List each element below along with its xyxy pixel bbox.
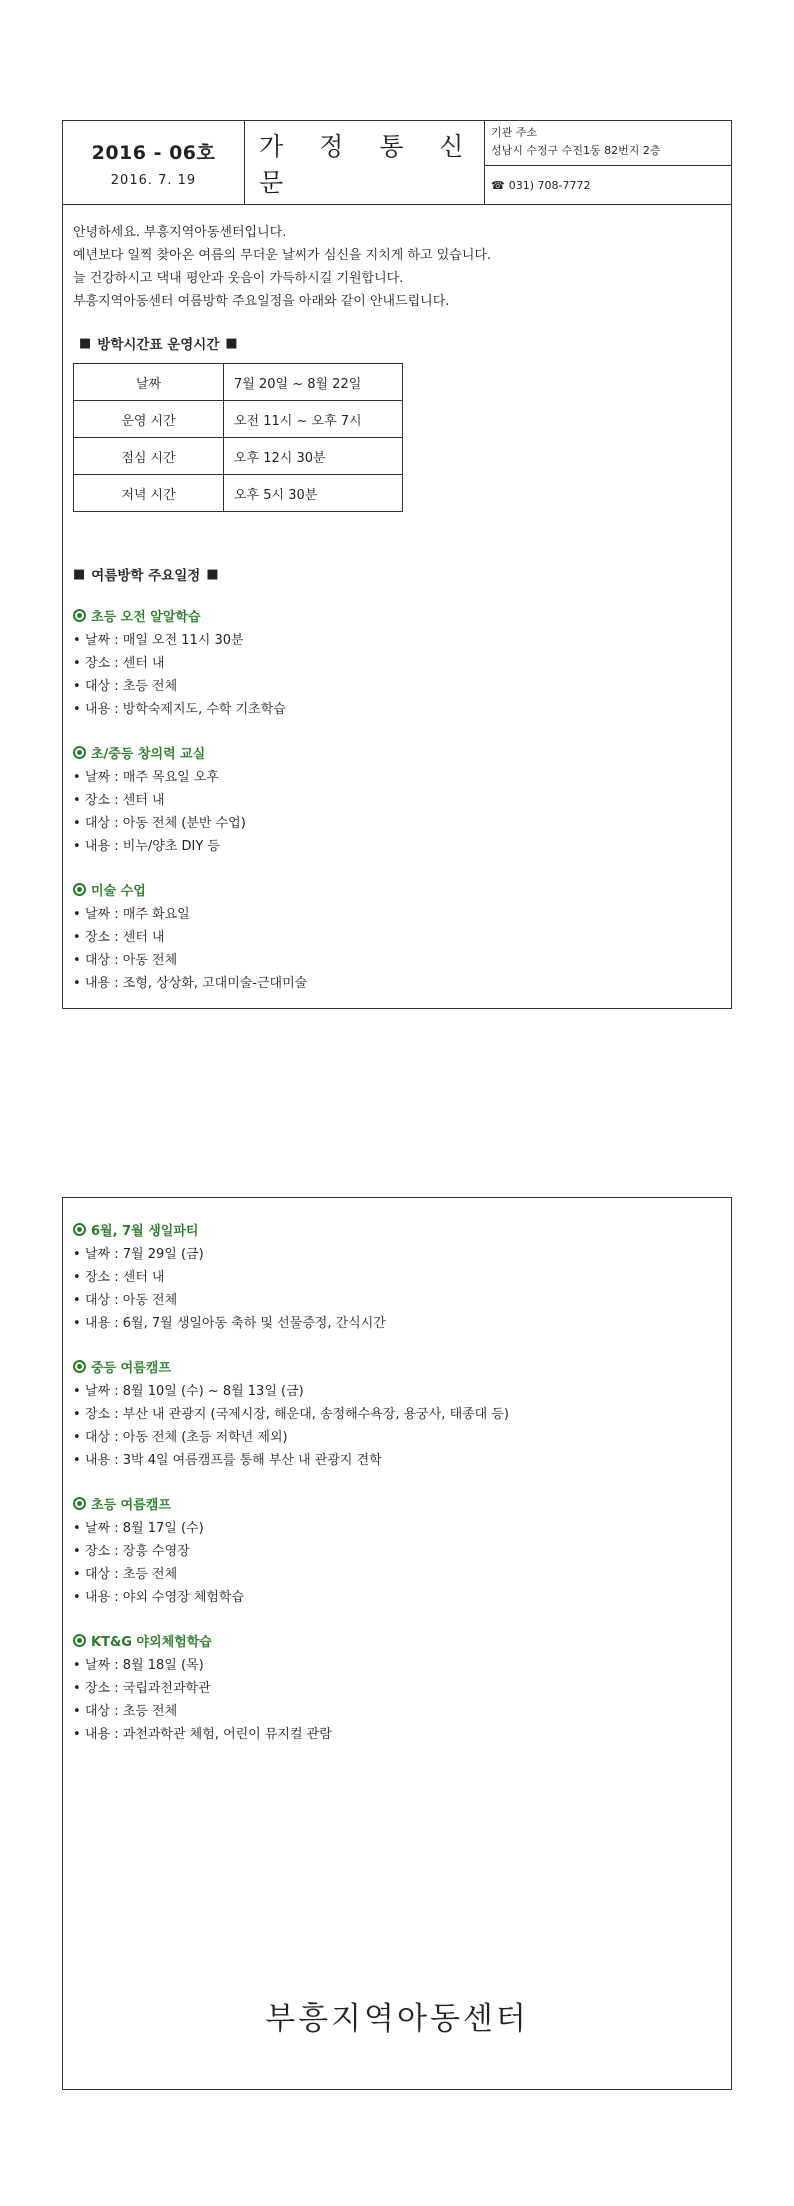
schedule-section-title [73, 333, 721, 353]
event-line-text: 대상 : 아동 전체 [85, 1293, 178, 1308]
newsletter-title: 가 정 통 신 문 [245, 121, 485, 204]
event-line [73, 926, 721, 949]
bullet-icon: • [73, 1681, 81, 1696]
event-line [73, 1380, 721, 1403]
row-value: 오후 5시 30분 [224, 475, 403, 512]
event-line [73, 1586, 721, 1609]
phone-box [485, 166, 731, 204]
event-line [73, 1312, 721, 1335]
event-title-text: 미술 수업 [91, 884, 146, 899]
bullet-icon: • [73, 1704, 81, 1719]
event-line-text: 대상 : 아동 전체 (분반 수업) [85, 816, 246, 831]
bullseye-icon [73, 1497, 86, 1510]
event-line [73, 629, 721, 652]
event-title-text: KT&G 야외체험학습 [91, 1635, 212, 1650]
table-row [74, 364, 403, 401]
event-line [73, 1449, 721, 1472]
event-line [73, 835, 721, 858]
bullet-icon: • [73, 930, 81, 945]
event-line [73, 1700, 721, 1723]
event-line [73, 1563, 721, 1586]
newsletter-body [63, 1198, 731, 1746]
event-line [73, 972, 721, 995]
event-title [73, 1494, 721, 1513]
bullseye-icon [73, 1223, 86, 1236]
events-title-text: 여름방학 주요일정 [91, 568, 201, 584]
bullet-icon: • [73, 702, 81, 717]
address-box [485, 121, 731, 166]
bullet-icon: • [73, 770, 81, 785]
event-title [73, 743, 721, 762]
event-line-text: 내용 : 방학숙제지도, 수학 기초학습 [85, 702, 286, 717]
event-line-text: 대상 : 아동 전체 [85, 953, 178, 968]
event-line-text: 내용 : 3박 4일 여름캠프를 통해 부산 내 관광지 견학 [85, 1453, 382, 1468]
event-line [73, 1266, 721, 1289]
event-line-text: 내용 : 조형, 상상화, 고대미술-근대미술 [85, 976, 308, 991]
issue-box [63, 121, 245, 204]
event-block [73, 880, 721, 995]
event-line-text: 대상 : 초등 전체 [85, 1567, 178, 1582]
bullet-icon: • [73, 953, 81, 968]
event-block [73, 743, 721, 858]
event-line [73, 812, 721, 835]
bullet-icon: • [73, 839, 81, 854]
square-icon: ■ [206, 566, 219, 582]
bullet-icon: • [73, 1521, 81, 1536]
event-line [73, 903, 721, 926]
event-line-text: 날짜 : 매주 화요일 [85, 907, 190, 922]
bullet-icon: • [73, 679, 81, 694]
address-label: 기관 주소 [491, 126, 538, 139]
bullseye-icon [73, 609, 86, 622]
event-title [73, 1631, 721, 1650]
event-line [73, 789, 721, 812]
event-line [73, 675, 721, 698]
event-line-text: 내용 : 비누/양초 DIY 등 [85, 839, 220, 854]
bullet-icon: • [73, 816, 81, 831]
event-line-text: 날짜 : 매일 오전 11시 30분 [85, 633, 244, 648]
event-line [73, 1723, 721, 1746]
square-icon: ■ [79, 335, 92, 351]
phone-number: 031) 708-7772 [508, 178, 591, 192]
event-line-text: 내용 : 야외 수영장 체험학습 [85, 1590, 245, 1605]
table-row [74, 401, 403, 438]
intro-text [73, 221, 721, 313]
row-label: 날짜 [74, 364, 224, 401]
bullet-icon: • [73, 1430, 81, 1445]
event-line-text: 장소 : 국립과천과학관 [85, 1681, 211, 1696]
event-line [73, 1426, 721, 1449]
bullet-icon: • [73, 1384, 81, 1399]
event-line-text: 날짜 : 8월 10일 (수) ~ 8월 13일 (금) [85, 1384, 304, 1399]
event-line [73, 766, 721, 789]
bullseye-icon [73, 883, 86, 896]
event-block [73, 1357, 721, 1472]
event-block [73, 1494, 721, 1609]
org-signature: 부흥지역아동센터 [265, 2001, 529, 2037]
event-title-text: 초등 여름캠프 [91, 1498, 171, 1513]
event-title-text: 중등 여름캠프 [91, 1361, 171, 1376]
event-title-text: 초등 오전 알알학습 [91, 610, 201, 625]
event-block [73, 1631, 721, 1746]
newsletter-page-1 [62, 120, 732, 1009]
event-block [73, 606, 721, 721]
intro-line: 부흥지역아동센터 여름방학 주요일정을 아래와 같이 안내드립니다. [73, 294, 450, 309]
event-line-text: 날짜 : 8월 17일 (수) [85, 1521, 204, 1536]
phone-icon: ☎ [491, 178, 505, 192]
event-line-text: 날짜 : 매주 목요일 오후 [85, 770, 219, 785]
row-value: 오후 12시 30분 [224, 438, 403, 475]
square-icon: ■ [225, 335, 238, 351]
event-line-text: 장소 : 센터 내 [85, 793, 165, 808]
bullet-icon: • [73, 907, 81, 922]
event-line-text: 대상 : 초등 전체 [85, 679, 178, 694]
event-line [73, 1289, 721, 1312]
event-line-text: 내용 : 6월, 7월 생일아동 축하 및 선물증정, 간식시간 [85, 1316, 386, 1331]
event-line [73, 652, 721, 675]
event-title-text: 초/중등 창의력 교실 [91, 747, 206, 762]
newsletter-header [63, 121, 731, 205]
event-line [73, 1677, 721, 1700]
row-label: 저녁 시간 [74, 475, 224, 512]
event-line-text: 날짜 : 8월 18일 (목) [85, 1658, 204, 1673]
event-title [73, 606, 721, 625]
event-line-text: 날짜 : 7월 29일 (금) [85, 1247, 204, 1262]
bullet-icon: • [73, 1590, 81, 1605]
intro-line: 늘 건강하시고 댁내 평안과 웃음이 가득하시길 기원합니다. [73, 271, 404, 286]
org-info [485, 121, 731, 204]
bullseye-icon [73, 746, 86, 759]
row-value: 오전 11시 ~ 오후 7시 [224, 401, 403, 438]
bullet-icon: • [73, 633, 81, 648]
schedule-title-text: 방학시간표 운영시간 [97, 337, 220, 353]
event-line [73, 698, 721, 721]
issue-date: 2016. 7. 19 [110, 172, 197, 188]
event-line [73, 1654, 721, 1677]
event-line-text: 장소 : 센터 내 [85, 1270, 165, 1285]
bullseye-icon [73, 1360, 86, 1373]
bullet-icon: • [73, 1567, 81, 1582]
event-line [73, 1243, 721, 1266]
bullet-icon: • [73, 1727, 81, 1742]
bullet-icon: • [73, 1247, 81, 1262]
bullet-icon: • [73, 1658, 81, 1673]
event-line-text: 장소 : 부산 내 관광지 (국제시장, 해운대, 송정해수욕장, 용궁사, 태종대 등) [85, 1407, 510, 1422]
bullet-icon: • [73, 976, 81, 991]
event-line [73, 949, 721, 972]
bullseye-icon [73, 1634, 86, 1647]
event-title-text: 6월, 7월 생일파티 [91, 1224, 199, 1239]
address-text: 성남시 수정구 수진1동 82번지 2층 [491, 144, 661, 157]
bullet-icon: • [73, 1293, 81, 1308]
bullet-icon: • [73, 1544, 81, 1559]
intro-line: 안녕하세요. 부흥지역아동센터입니다. [73, 225, 287, 240]
bullet-icon: • [73, 1453, 81, 1468]
events-section-title [73, 564, 721, 584]
newsletter-page-2 [62, 1197, 732, 2090]
event-line [73, 1403, 721, 1426]
event-line [73, 1517, 721, 1540]
event-line-text: 장소 : 센터 내 [85, 930, 165, 945]
bullet-icon: • [73, 1270, 81, 1285]
bullet-icon: • [73, 793, 81, 808]
bullet-icon: • [73, 1407, 81, 1422]
event-block [73, 1220, 721, 1335]
row-value: 7월 20일 ~ 8월 22일 [224, 364, 403, 401]
event-title [73, 880, 721, 899]
newsletter-body [63, 205, 731, 995]
bullet-icon: • [73, 1316, 81, 1331]
square-icon: ■ [73, 566, 86, 582]
event-title [73, 1357, 721, 1376]
event-title [73, 1220, 721, 1239]
row-label: 점심 시간 [74, 438, 224, 475]
event-line-text: 장소 : 장흥 수영장 [85, 1544, 190, 1559]
bullet-icon: • [73, 656, 81, 671]
event-line-text: 대상 : 초등 전체 [85, 1704, 178, 1719]
table-row [74, 438, 403, 475]
event-line-text: 대상 : 아동 전체 (초등 저학년 제외) [85, 1430, 288, 1445]
event-line-text: 장소 : 센터 내 [85, 656, 165, 671]
schedule-table [73, 363, 403, 512]
intro-line: 예년보다 일찍 찾아온 여름의 무더운 날씨가 심신을 지치게 하고 있습니다. [73, 248, 492, 263]
event-line-text: 내용 : 과천과학관 체험, 어린이 뮤지컬 관람 [85, 1727, 332, 1742]
table-row [74, 475, 403, 512]
row-label: 운영 시간 [74, 401, 224, 438]
issue-number: 2016 - 06호 [91, 141, 216, 164]
event-line [73, 1540, 721, 1563]
